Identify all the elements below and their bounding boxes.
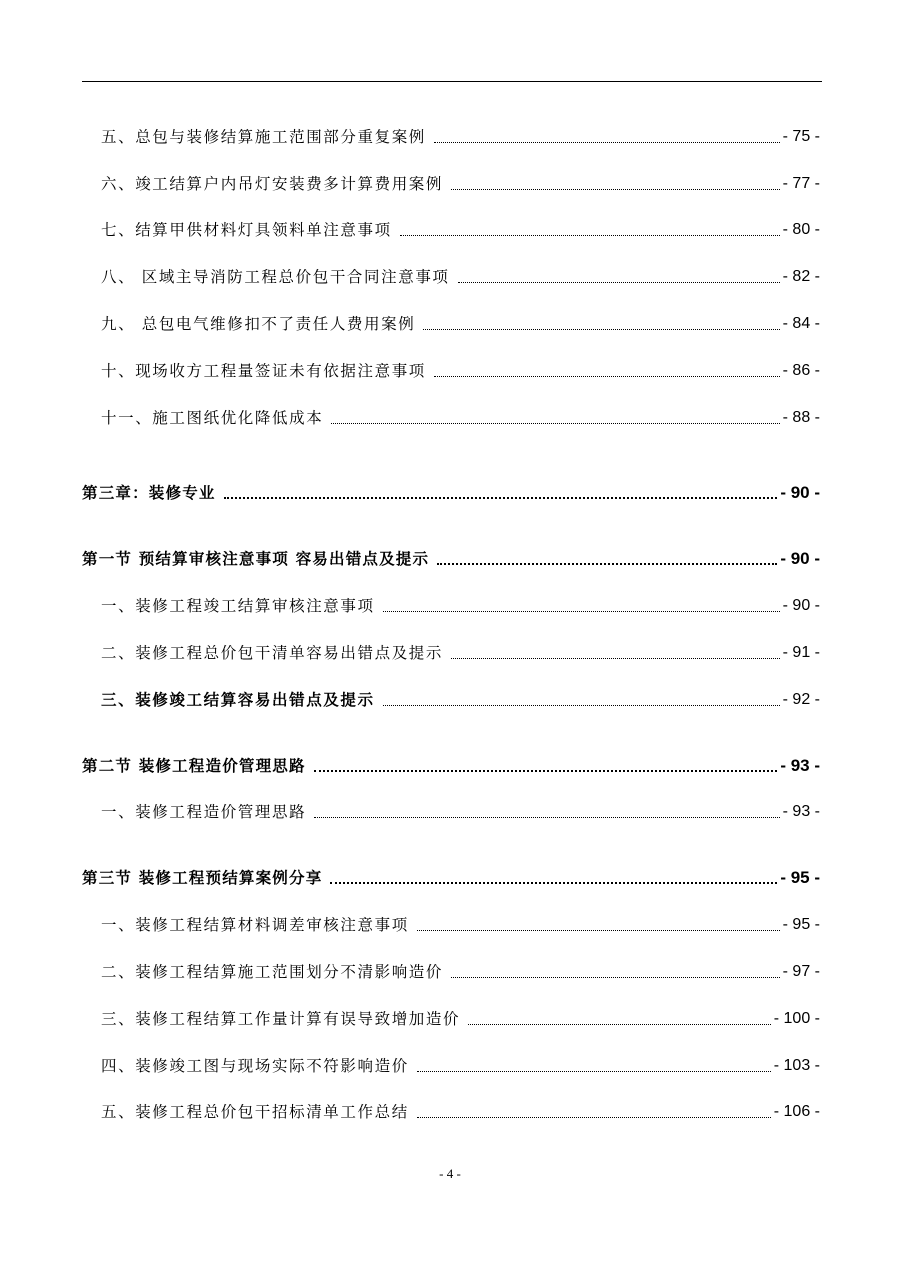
toc-entry-page: - 86 - [782,362,820,379]
toc-entry-page: - 103 - [773,1057,820,1074]
toc-entry-title: 八、 区域主导消防工程总价包干合同注意事项 [101,268,450,286]
toc-entry-page: - 106 - [773,1103,820,1120]
toc-entry[interactable] [101,214,820,240]
toc-entry[interactable] [101,1096,820,1122]
toc-section-entry[interactable] [82,862,820,888]
toc-entry-title: 四、装修竣工图与现场实际不符影响造价 [101,1057,409,1075]
toc-entry[interactable] [101,637,820,663]
toc-entry-page: - 90 - [780,483,820,502]
toc-entry-title: 一、装修工程造价管理思路 [101,803,307,821]
toc-entry-page: - 80 - [782,221,820,238]
toc-entry[interactable] [101,909,820,935]
toc-leader-dots [434,375,780,377]
toc-entry-title: 九、 总包电气维修扣不了责任人费用案例 [101,315,416,333]
toc-leader-dots [468,1023,771,1025]
toc-entry-title: 一、装修工程竣工结算审核注意事项 [101,597,375,615]
toc-leader-dots [423,328,779,330]
toc-entry[interactable] [101,1003,820,1029]
header-rule [82,81,822,82]
toc-leader-dots [331,422,779,424]
toc-leader-dots [458,281,780,283]
toc-entry-page: - 77 - [782,175,820,192]
toc-section-entry[interactable] [82,543,820,569]
toc-entry-page: - 84 - [782,315,820,332]
toc-entry-title: 二、装修工程总价包干清单容易出错点及提示 [101,644,444,662]
toc-entry-title: 第二节 装修工程造价管理思路 [82,757,306,775]
toc-entry[interactable] [101,308,820,334]
toc-leader-dots [400,234,780,236]
toc-entry-title: 六、竣工结算户内吊灯安装费多计算费用案例 [101,175,444,193]
toc-entry-page: - 93 - [780,756,820,775]
toc-leader-dots [314,816,779,818]
toc-entry[interactable] [101,1050,820,1076]
toc-leader-dots [451,188,780,190]
toc-entry-page: - 92 - [782,691,820,708]
toc-entry-page: - 88 - [782,409,820,426]
toc-entry-page: - 75 - [782,128,820,145]
toc-entry-title: 七、结算甲供材料灯具领料单注意事项 [101,221,392,239]
toc-leader-dots [383,610,780,612]
toc-entry-title: 五、装修工程总价包干招标清单工作总结 [101,1103,409,1121]
toc-chapter-entry[interactable] [82,477,820,503]
toc-leader-dots [417,929,780,931]
toc-entry-title: 第一节 预结算审核注意事项 容易出错点及提示 [82,550,430,568]
toc-entry[interactable] [101,796,820,822]
toc-leader-dots [451,657,780,659]
toc-entry-title: 二、装修工程结算施工范围划分不清影响造价 [101,963,444,981]
toc-entry-title: 十一、施工图纸优化降低成本 [101,409,324,427]
toc-entry-title: 三、装修竣工结算容易出错点及提示 [101,691,375,709]
toc-section-entry[interactable] [82,750,820,776]
toc-entry[interactable] [101,684,820,710]
page-number: - 4 - [439,1166,461,1181]
toc-leader-dots [224,496,778,499]
toc-entry[interactable] [101,261,820,287]
toc-entry-page: - 95 - [780,868,820,887]
toc-entry[interactable] [101,168,820,194]
toc-entry-page: - 100 - [773,1010,820,1027]
toc-entry-page: - 93 - [782,803,820,820]
toc-leader-dots [417,1070,771,1072]
toc-leader-dots [314,769,778,772]
toc-leader-dots [417,1116,771,1118]
toc-entry-page: - 90 - [782,597,820,614]
toc-entry-title: 第三节 装修工程预结算案例分享 [82,869,323,887]
toc-leader-dots [330,881,777,884]
toc-entry-title: 三、装修工程结算工作量计算有误导致增加造价 [101,1010,461,1028]
toc-entry[interactable] [101,121,820,147]
toc-leader-dots [437,562,777,565]
toc-leader-dots [434,141,780,143]
toc-entry-page: - 82 - [782,268,820,285]
toc-entry-page: - 95 - [782,916,820,933]
toc-entry-page: - 91 - [782,644,820,661]
toc-entry[interactable] [101,956,820,982]
toc-entry-title: 五、总包与装修结算施工范围部分重复案例 [101,128,426,146]
toc-leader-dots [383,704,780,706]
toc-entry[interactable] [101,355,820,381]
toc-entry-title: 十、现场收方工程量签证未有依据注意事项 [101,362,426,380]
toc-entry[interactable] [101,402,820,428]
toc-entry-page: - 97 - [782,963,820,980]
toc-entry-title: 一、装修工程结算材料调差审核注意事项 [101,916,409,934]
toc-entry[interactable] [101,590,820,616]
toc-entry-title: 第三章：装修专业 [82,484,216,502]
toc-leader-dots [451,976,780,978]
toc-entry-page: - 90 - [780,549,820,568]
